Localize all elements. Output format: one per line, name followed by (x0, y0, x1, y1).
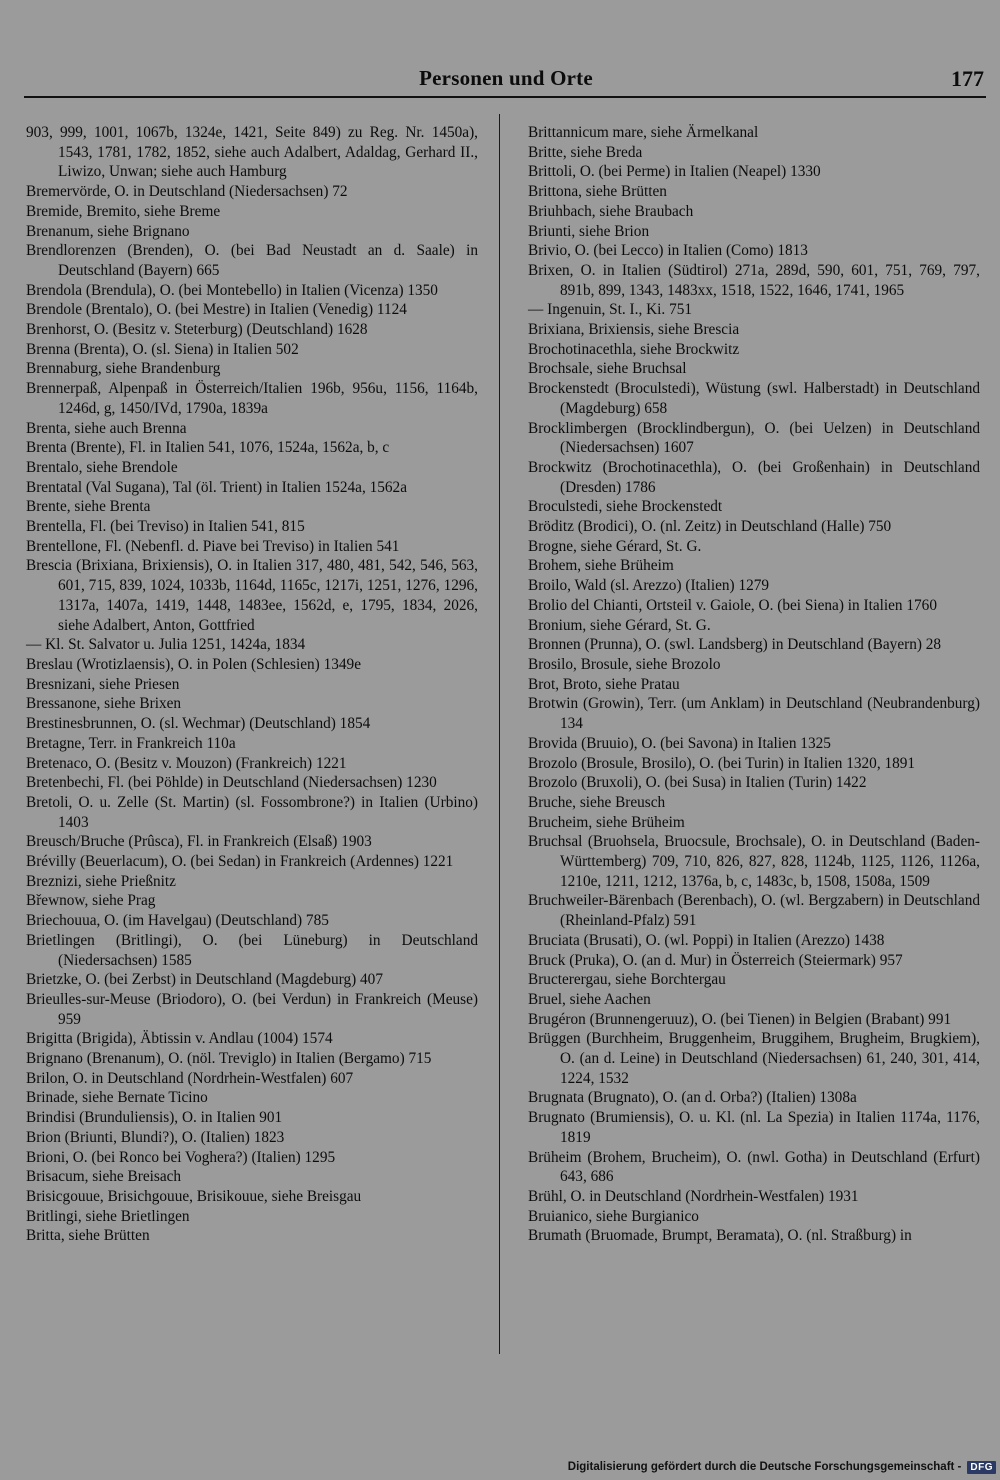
footer (568, 1458, 996, 1476)
index-entry: Brinade, siehe Bernate Ticino (26, 1089, 208, 1107)
dfg-logo-icon: DFG (967, 1461, 996, 1474)
index-entry: Briunti, siehe Brion (528, 222, 650, 240)
index-entry: Brenta, siehe auch Brenna (26, 419, 187, 437)
header-rule (24, 96, 986, 98)
page-number: 177 (951, 66, 984, 91)
index-entry: Brugnato (Brumiensis), O. u. Kl. (nl. La Spezia) in Italien 1174a, 1176, 1819 (528, 1109, 980, 1146)
index-entry: Brixen, O. in Italien (Südtirol) 271a, 289d, 590, 601, 751, 769, 797, 891b, 899, 1343, 1483xx, 1518, 1522, 1646, 1741, 1965 (528, 261, 980, 299)
index-entry: Breusch/Bruche (Prûsca), Fl. in Frankreich (Elsaß) 1903 (26, 833, 372, 851)
index-entry: Brucheim, siehe Brüheim (528, 813, 685, 831)
index-entry: Brentalo, siehe Brendole (26, 458, 178, 476)
index-entry: Bretenaco, O. (Besitz v. Mouzon) (Frankreich) 1221 (26, 754, 347, 772)
page-header (24, 66, 988, 96)
index-entry: Bretoli, O. u. Zelle (St. Martin) (sl. Fossombrone?) in Italien (Urbino) 1403 (26, 793, 478, 831)
index-entry: Breznizi, siehe Prießnitz (26, 872, 176, 890)
index-entry: 903, 999, 1001, 1067b, 1324e, 1421, Seite 849) zu Reg. Nr. 1450a), 1543, 1781, 1782, 1852, siehe auch Adalbert, Adaldag, Gerhard II., Liwizo, Unwan; siehe auch Hamburg (26, 124, 478, 181)
index-entry: Brittona, siehe Brütten (528, 183, 667, 201)
index-entry: Bruck (Pruka), O. (an d. Mur) in Österreich (Steiermark) 957 (528, 951, 903, 969)
index-entry: Brendole (Brentalo), O. (bei Mestre) in Italien (Venedig) 1124 (26, 301, 407, 319)
index-entry: Bruchweiler-Bärenbach (Berenbach), O. (wl. Bergzabern) in Deutschland (Rheinland-Pfalz) 591 (528, 892, 980, 930)
index-entry: Brendola (Brendula), O. (bei Montebello) in Italien (Vicenza) 1350 (26, 281, 438, 299)
index-entry: Brozolo (Brosule, Brosilo), O. (bei Turin) in Italien 1320, 1891 (528, 754, 916, 772)
index-entry: — Kl. St. Salvator u. Julia 1251, 1424a, 1834 (26, 636, 306, 654)
index-entry: Brocklimbergen (Brocklindbergun), O. (bei Uelzen) in Deutschland (Niedersachsen) 1607 (528, 419, 980, 457)
index-entry: Brendlorenzen (Brenden), O. (bei Bad Neustadt an d. Saale) in Deutschland (Bayern) 665 (26, 242, 478, 279)
index-entry: Brogne, siehe Gérard, St. G. (528, 537, 702, 555)
index-entry: Britlingi, siehe Brietlingen (26, 1207, 190, 1225)
index-entry: Brisacum, siehe Breisach (26, 1168, 182, 1186)
index-entry: Bremide, Bremito, siehe Breme (26, 202, 221, 220)
index-entry: Brochotinacethla, siehe Brockwitz (528, 340, 740, 358)
index-entry: Bretagne, Terr. in Frankreich 110a (26, 734, 236, 752)
index-entry: Brenna (Brenta), O. (sl. Siena) in Italien 502 (26, 340, 299, 358)
right-column (528, 123, 980, 1246)
index-entry: Bröditz (Brodici), O. (nl. Zeitz) in Deutschland (Halle) 750 (528, 518, 892, 536)
index-entry: Brockwitz (Brochotinacethla), O. (bei Großenhain) in Deutschland (Dresden) 1786 (528, 458, 980, 496)
index-entry: Brignano (Brenanum), O. (nöl. Treviglo) in Italien (Bergamo) 715 (26, 1050, 432, 1068)
index-entry: Brioni, O. (bei Ronco bei Voghera?) (Italien) 1295 (26, 1148, 336, 1166)
index-entry: Brévilly (Beuerlacum), O. (bei Sedan) in Frankreich (Ardennes) 1221 (26, 853, 454, 871)
index-entry: Brenhorst, O. (Besitz v. Steterburg) (Deutschland) 1628 (26, 321, 368, 339)
index-entry: Brisicgouue, Brisichgouue, Brisikouue, siehe Breisgau (26, 1187, 362, 1205)
index-entry: Brumath (Bruomade, Brumpt, Beramata), O. (nl. Straßburg) in (528, 1227, 912, 1245)
index-entry: Brion (Briunti, Blundi?), O. (Italien) 1823 (26, 1128, 285, 1146)
running-head-title: Personen und Orte (419, 66, 593, 90)
index-entry: Brentellone, Fl. (Nebenfl. d. Piave bei Treviso) in Italien 541 (26, 537, 400, 555)
index-entry: Brolio del Chianti, Ortsteil v. Gaiole, O. (bei Siena) in Italien 1760 (528, 596, 937, 614)
index-entry: Brindisi (Brunduliensis), O. in Italien 901 (26, 1109, 283, 1127)
index-entry: — Ingenuin, St. I., Ki. 751 (528, 301, 693, 319)
index-entry: Bronium, siehe Gérard, St. G. (528, 616, 711, 634)
index-entry: Briuhbach, siehe Braubach (528, 202, 694, 220)
index-entry: Brestinesbrunnen, O. (sl. Wechmar) (Deutschland) 1854 (26, 715, 371, 733)
index-entry: Bretenbechi, Fl. (bei Pöhlde) in Deutschland (Niedersachsen) 1230 (26, 774, 437, 792)
index-entry: Brotwin (Growin), Terr. (um Anklam) in Deutschland (Neubrandenburg) 134 (528, 695, 980, 733)
index-entry: Brigitta (Brigida), Äbtissin v. Andlau (1004) 1574 (26, 1030, 333, 1048)
index-entry: Britta, siehe Brütten (26, 1227, 150, 1245)
index-entry: Brietlingen (Britlingi), O. (bei Lüneburg) in Deutschland (Niedersachsen) 1585 (26, 931, 478, 969)
index-entry: Brieulles-sur-Meuse (Briodoro), O. (bei Verdun) in Frankreich (Meuse) 959 (26, 990, 478, 1028)
left-column (26, 123, 478, 1246)
index-entry: Bructerergau, siehe Borchtergau (528, 971, 726, 989)
index-entry: Brennaburg, siehe Brandenburg (26, 360, 221, 378)
index-entry: Bruche, siehe Breusch (528, 793, 666, 811)
index-entry: Bruciata (Brusati), O. (wl. Poppi) in Italien (Arezzo) 1438 (528, 931, 885, 949)
index-entry: Brot, Broto, siehe Pratau (528, 675, 680, 693)
index-entry: Bresnizani, siehe Priesen (26, 675, 180, 693)
index-entry: Brugnata (Brugnato), O. (an d. Orba?) (Italien) 1308a (528, 1089, 857, 1107)
index-entry: Brennerpaß, Alpenpaß in Österreich/Italien 196b, 956u, 1156, 1164b, 1246d, g, 1450/IVd, 1790a, 1839a (26, 380, 478, 417)
index-entry: Brente, siehe Brenta (26, 498, 151, 516)
index-entry: Brockenstedt (Broculstedi), Wüstung (swl. Halberstadt) in Deutschland (Magdeburg) 658 (528, 380, 980, 417)
index-entry: Breslau (Wrotizlaensis), O. in Polen (Schlesien) 1349e (26, 655, 361, 673)
index-entry: Brosilo, Brosule, siehe Brozolo (528, 655, 721, 673)
index-entry: Brozolo (Bruxoli), O. (bei Susa) in Italien (Turin) 1422 (528, 774, 867, 792)
index-entry: Brietzke, O. (bei Zerbst) in Deutschland (Magdeburg) 407 (26, 971, 383, 989)
funding-note: Digitalisierung gefördert durch die Deutsche Forschungsgemeinschaft - (567, 1461, 962, 1473)
index-entry: Bruchsal (Bruohsela, Bruocsule, Brochsale), O. in Deutschland (Baden-Württemberg) 709, 710, 826, 827, 828, 1124b, 1125, 1126, 1126a, 1210e, 1211, 1212, 1376a, b, c, 1483c, b, 1508, 1508a, 1509 (528, 833, 980, 890)
index-entry: Brittannicum mare, siehe Ärmelkanal (528, 124, 759, 141)
index-entry: Bruel, siehe Aachen (528, 990, 651, 1008)
index-entry: Brenanum, siehe Brignano (26, 222, 190, 240)
index-entry: Brüggen (Burchheim, Bruggenheim, Bruggihem, Brugheim, Brugkiem), O. (an d. Leine) in Deutschland (Niedersachsen) 61, 240, 301, 414, 1224, 1532 (528, 1030, 980, 1087)
index-entry: Brugéron (Brunnengeruuz), O. (bei Tienen) in Belgien (Brabant) 991 (528, 1010, 952, 1028)
index-entry: Brescia (Brixiana, Brixiensis), O. in Italien 317, 480, 481, 542, 546, 563, 601, 715, 839, 1024, 1033b, 1164d, 1165c, 1217i, 1251, 1276, 1296, 1317a, 1407a, 1419, 1448, 1483ee, 1562d, e, 1795, 1834, 2026, siehe Adalbert, Anton, Gottfried (26, 557, 478, 634)
index-entry: Bressanone, siehe Brixen (26, 695, 182, 713)
index-entry: Brixiana, Brixiensis, siehe Brescia (528, 321, 740, 339)
index-entry: Broilo, Wald (sl. Arezzo) (Italien) 1279 (528, 577, 770, 595)
index-entry: Broculstedi, siehe Brockenstedt (528, 498, 723, 516)
index-entry: Bruianico, siehe Burgianico (528, 1207, 699, 1225)
index-entry: Brüheim (Brohem, Brucheim), O. (nwl. Gotha) in Deutschland (Erfurt) 643, 686 (528, 1148, 980, 1186)
index-entry: Bremervörde, O. in Deutschland (Niedersachsen) 72 (26, 183, 348, 201)
index-entry: Brohem, siehe Brüheim (528, 557, 674, 575)
index-entry: Brenta (Brente), Fl. in Italien 541, 1076, 1524a, 1562a, b, c (26, 439, 390, 457)
index-entry: Brentella, Fl. (bei Treviso) in Italien 541, 815 (26, 518, 305, 536)
index-entry: Brivio, O. (bei Lecco) in Italien (Como) 1813 (528, 242, 808, 260)
index-entry: Brittoli, O. (bei Perme) in Italien (Neapel) 1330 (528, 163, 821, 181)
index-entry: Brilon, O. in Deutschland (Nordrhein-Westfalen) 607 (26, 1069, 354, 1087)
index-entry: Britte, siehe Breda (528, 143, 643, 161)
index-entry: Brentatal (Val Sugana), Tal (öl. Trient) in Italien 1524a, 1562a (26, 478, 407, 496)
index-entry: Brochsale, siehe Bruchsal (528, 360, 687, 378)
index-entry: Brühl, O. in Deutschland (Nordrhein-Westfalen) 1931 (528, 1187, 859, 1205)
column-divider (499, 114, 500, 1354)
index-entry: Břewnow, siehe Prag (26, 892, 156, 910)
index-entry: Briechouua, O. (im Havelgau) (Deutschland) 785 (26, 912, 329, 930)
index-entry: Brovida (Bruuio), O. (bei Savona) in Italien 1325 (528, 734, 831, 752)
index-entry: Bronnen (Prunna), O. (swl. Landsberg) in Deutschland (Bayern) 28 (528, 636, 942, 654)
